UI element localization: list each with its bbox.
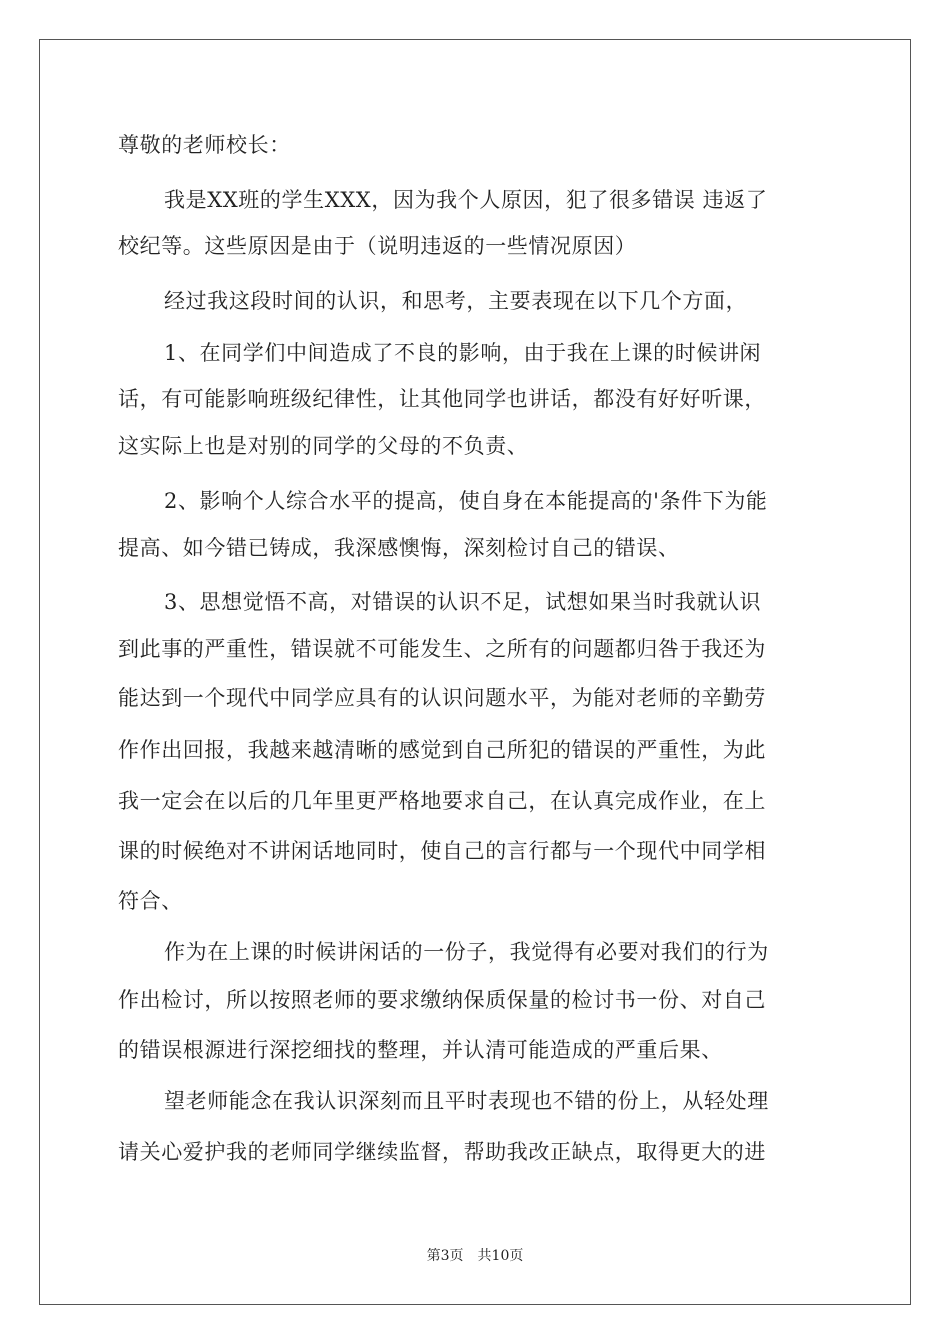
paragraph-line: 符合、 (118, 889, 183, 913)
paragraph-line: 经过我这段时间的认识，和思考，主要表现在以下几个方面， (164, 289, 748, 313)
paragraph-line: 这实际上也是对别的同学的父母的不负责、 (118, 434, 529, 458)
paragraph-line: 校纪等。这些原因是由于（说明违返的一些情况原因） (118, 234, 637, 258)
page-footer (0, 1245, 950, 1265)
page-total: 共10页 (477, 1248, 524, 1264)
paragraph-line: 我一定会在以后的几年里更严格地要求自己，在认真完成作业，在上 (118, 789, 766, 813)
paragraph-line: 到此事的严重性，错误就不可能发生、之所有的问题都归咎于我还为 (118, 637, 766, 661)
page-border (39, 39, 911, 1305)
paragraph-line: 望老师能念在我认识深刻而且平时表现也不错的份上，从轻处理 (164, 1089, 769, 1113)
paragraph-line: 课的时候绝对不讲闲话地同时，使自己的言行都与一个现代中同学相 (118, 839, 766, 863)
paragraph-line: 作出检讨，所以按照老师的要求缴纳保质保量的检讨书一份、对自己 (118, 988, 766, 1012)
paragraph-line: 我是XX班的学生XXX，因为我个人原因，犯了很多错误 违返了 (164, 188, 768, 212)
paragraph-line: 作为在上课的时候讲闲话的一份子，我觉得有必要对我们的行为 (164, 940, 769, 964)
paragraph-line: 3、思想觉悟不高，对错误的认识不足，试想如果当时我就认识 (164, 590, 762, 614)
paragraph-line: 话，有可能影响班级纪律性，让其他同学也讲话，都没有好好听课， (118, 387, 766, 411)
paragraph-line: 1、在同学们中间造成了不良的影响，由于我在上课的时候讲闲 (164, 341, 762, 365)
paragraph-line: 能达到一个现代中同学应具有的认识问题水平，为能对老师的辛勤劳 (118, 686, 766, 710)
paragraph-line: 的错误根源进行深挖细找的整理，并认清可能造成的严重后果、 (118, 1038, 723, 1062)
paragraph-line: 2、影响个人综合水平的提高，使自身在本能提高的'条件下为能 (164, 489, 768, 513)
salutation: 尊敬的老师校长： (118, 133, 291, 157)
page-number: 第3页 (426, 1248, 464, 1264)
paragraph-line: 作作出回报，我越来越清晰的感觉到自己所犯的错误的严重性，为此 (118, 738, 766, 762)
paragraph-line: 提高、如今错已铸成，我深感懊悔，深刻检讨自己的错误、 (118, 536, 680, 560)
paragraph-line: 请关心爱护我的老师同学继续监督，帮助我改正缺点，取得更大的进 (118, 1140, 766, 1164)
